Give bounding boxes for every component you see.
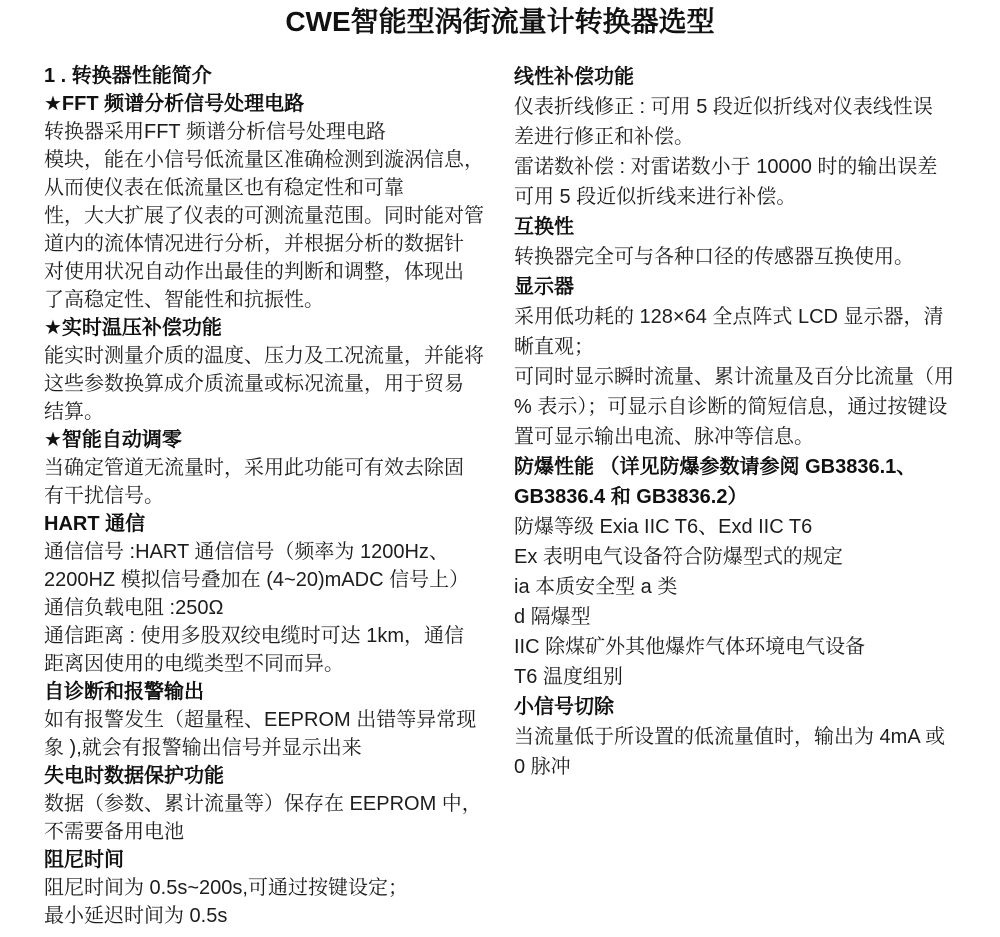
- section-text-line: IIC 除煤矿外其他爆炸气体环境电气设备: [514, 636, 866, 658]
- section-text-line: 道内的流体情况进行分析，并根据分析的数据针: [44, 233, 464, 255]
- section-interchangeability: [514, 212, 972, 272]
- section-power-loss-data-protection: [44, 762, 492, 846]
- section-text-line: 不需要备用电池: [44, 821, 184, 843]
- section-heading-low-signal-cutoff: 小信号切除: [514, 696, 614, 718]
- section-text-line: % 表示）；可显示自诊断的简短信息，通过按键设: [514, 396, 948, 418]
- section-text-line: 差进行修正和补偿。: [514, 126, 694, 148]
- section-heading-self-diagnosis-alarm-output: 自诊断和报警输出: [44, 681, 204, 703]
- section-text-line: 转换器完全可与各种口径的传感器互换使用。: [514, 246, 914, 268]
- section-text-line: 了高稳定性、智能性和抗振性。: [44, 289, 324, 311]
- section-heading-power-loss-data-protection: 失电时数据保护功能: [44, 765, 224, 787]
- section-text-line: 有干扰信号。: [44, 485, 164, 507]
- section-hart-communication: [44, 510, 492, 678]
- section-text-line: 最小延迟时间为 0.5s: [44, 905, 228, 927]
- page-title: CWE智能型涡街流量计转换器选型: [285, 6, 715, 37]
- section-heading-realtime-temp-pressure-compensation: ★实时温压补偿功能: [44, 317, 222, 339]
- section-text-line: 阻尼时间为 0.5s~200s,可通过按键设定；: [44, 877, 408, 899]
- section-heading-hart-communication: HART 通信: [44, 513, 146, 535]
- section-text-line: 结算。: [44, 401, 104, 423]
- section-text-line: 当确定管道无流量时，采用此功能可有效去除固: [44, 457, 464, 479]
- section-display: [514, 272, 972, 452]
- section-text-line: 防爆等级 Exia IIC T6、Exd IIC T6: [514, 516, 813, 538]
- section-damping-time: [44, 846, 492, 930]
- section-text-line: T6 温度组别: [514, 666, 623, 688]
- section-text-line: 通信负载电阻 :250Ω: [44, 597, 224, 619]
- two-column-body: [0, 62, 1000, 930]
- section-text-line: 这些参数换算成介质流量或标况流量，用于贸易: [44, 373, 464, 395]
- section-heading-intro: 1 . 转换器性能简介: [44, 65, 212, 87]
- section-text-line: 可用 5 段近似折线来进行补偿。: [514, 186, 797, 208]
- right-column: [514, 62, 972, 930]
- section-text-line: 可同时显示瞬时流量、累计流量及百分比流量（用: [514, 366, 954, 388]
- section-text-line: 2200HZ 模拟信号叠加在 (4~20)mADC 信号上）: [44, 569, 470, 591]
- left-column: [44, 62, 492, 930]
- section-heading-interchangeability: 互换性: [514, 216, 574, 238]
- section-text-line: 转换器采用FFT 频谱分析信号处理电路: [44, 121, 386, 143]
- section-text-line: 晰直观；: [514, 336, 594, 358]
- section-text-line: d 隔爆型: [514, 606, 591, 628]
- section-text-line: ia 本质安全型 a 类: [514, 576, 678, 598]
- section-heading-display: 显示器: [514, 276, 574, 298]
- section-text-line: 从而使仪表在低流量区也有稳定性和可靠: [44, 177, 404, 199]
- section-self-diagnosis-alarm-output: [44, 678, 492, 762]
- section-text-line: 模块，能在小信号低流量区准确检测到漩涡信息，: [44, 149, 484, 171]
- section-smart-auto-zero: [44, 426, 492, 510]
- section-heading-linear-compensation: 线性补偿功能: [514, 66, 634, 88]
- section-realtime-temp-pressure-compensation: [44, 314, 492, 426]
- section-text-line: 当流量低于所设置的低流量值时，输出为 4mA 或: [514, 726, 946, 748]
- section-text-line: 距离因使用的电缆类型不同而异。: [44, 653, 344, 675]
- section-text-line: 能实时测量介质的温度、压力及工况流量，并能将: [44, 345, 484, 367]
- section-text-line: 对使用状况自动作出最佳的判断和调整，体现出: [44, 261, 464, 283]
- section-explosion-proof-performance: [514, 452, 972, 692]
- section-text-line: 雷诺数补偿 : 对雷诺数小于 10000 时的输出误差: [514, 156, 938, 178]
- section-text-line: 性，大大扩展了仪表的可测流量范围。同时能对管: [44, 205, 484, 227]
- section-text-line: 0 脉冲: [514, 756, 571, 778]
- section-heading-damping-time: 阻尼时间: [44, 849, 124, 871]
- section-heading-explosion-proof-performance: 防爆性能 （详见防爆参数请参阅 GB3836.1、GB3836.4 和 GB3836.2）: [514, 456, 917, 508]
- section-heading-fft-signal-processing: ★FFT 频谱分析信号处理电路: [44, 93, 305, 115]
- section-text-line: 如有报警发生（超量程、EEPROM 出错等异常现: [44, 709, 477, 731]
- section-text-line: 象 ),就会有报警输出信号并显示出来: [44, 737, 362, 759]
- section-text-line: 采用低功耗的 128×64 全点阵式 LCD 显示器，清: [514, 306, 944, 328]
- section-heading-smart-auto-zero: ★智能自动调零: [44, 429, 182, 451]
- section-fft-signal-processing: [44, 90, 492, 314]
- section-text-line: Ex 表明电气设备符合防爆型式的规定: [514, 546, 843, 568]
- section-text-line: 数据（参数、累计流量等）保存在 EEPROM 中，: [44, 793, 482, 815]
- section-text-line: 通信信号 :HART 通信信号（频率为 1200Hz、: [44, 541, 449, 563]
- section-text-line: 仪表折线修正 : 可用 5 段近似折线对仪表线性误: [514, 96, 933, 118]
- section-intro: [44, 62, 492, 90]
- section-text-line: 通信距离 : 使用多股双绞电缆时可达 1km，通信: [44, 625, 465, 647]
- section-linear-compensation: [514, 62, 972, 212]
- section-low-signal-cutoff: [514, 692, 972, 782]
- section-text-line: 置可显示输出电流、脉冲等信息。: [514, 426, 814, 448]
